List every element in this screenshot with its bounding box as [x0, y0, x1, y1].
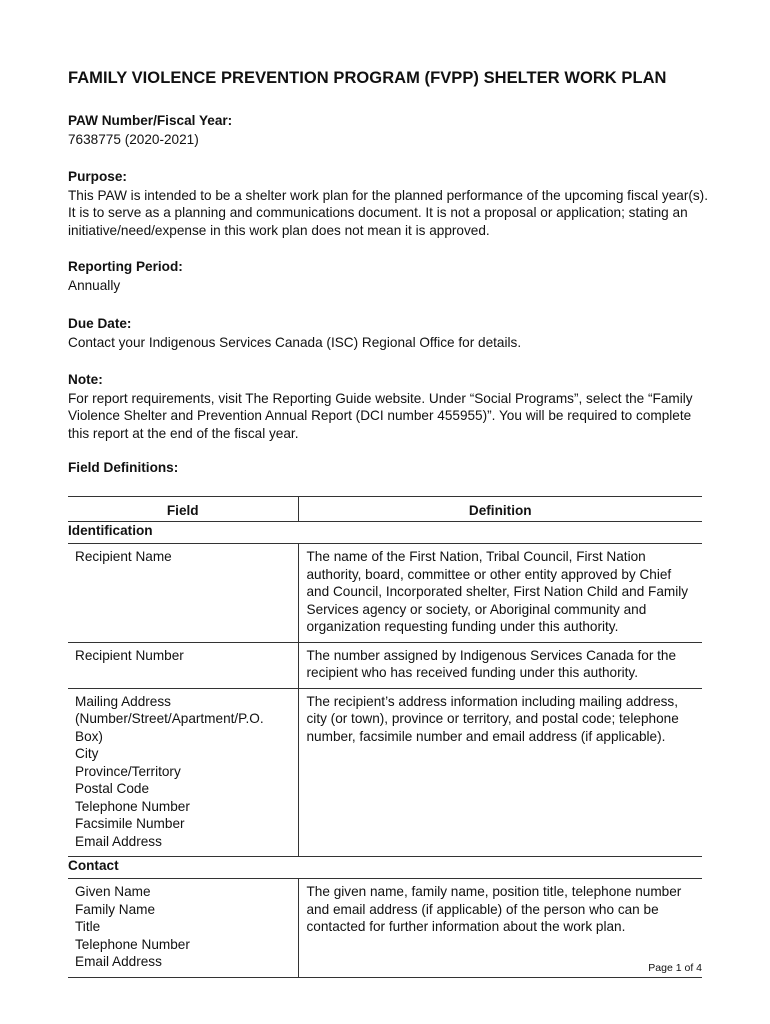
field-name: Telephone Number [75, 798, 190, 814]
definition-cell: The name of the First Nation, Tribal Council, First Nation authority, board, committee or other entity approved by Chief and Council, Incorporated shelter, First Nation Child and Family Services agency or society, or Aboriginal community and organization requesting funding under this authority. [298, 544, 702, 643]
definition-cell: The given name, family name, position title, telephone number and email address (if applicable) of the person who can be contacted for further information about the work plan. [298, 879, 702, 978]
table-row [68, 879, 702, 978]
group-label: Contact [68, 857, 702, 879]
field-cell [68, 642, 298, 688]
definition-cell: The number assigned by Indigenous Services Canada for the recipient who has received funding under this authority. [298, 642, 702, 688]
note-section [68, 371, 708, 442]
field-name: Email Address [75, 954, 162, 969]
purpose-label: Purpose: [68, 169, 127, 184]
table-header-row [68, 497, 702, 522]
reporting-label: Reporting Period: [68, 259, 183, 274]
field-cell [68, 879, 298, 978]
group-row-identification [68, 522, 702, 544]
reporting-value: Annually [68, 277, 121, 293]
paw-section [68, 112, 708, 148]
document-title: FAMILY VIOLENCE PREVENTION PROGRAM (FVPP) SHELTER WORK PLAN [68, 69, 667, 87]
definition-cell: The recipient’s address information including mailing address, city (or town), province or territory, and postal code; telephone number, facsimile number and email address (if applicable). [298, 688, 702, 857]
field-definitions-label: Field Definitions: [68, 460, 179, 475]
field-name: Facsimile Number [75, 816, 185, 831]
field-name: Recipient Number [75, 647, 184, 663]
field-name: Mailing Address (Number/Street/Apartment/P.O. Box) [75, 693, 264, 744]
field-name: Recipient Name [75, 549, 172, 564]
field-cell [68, 688, 298, 857]
field-definitions-table [68, 496, 702, 978]
purpose-text: This PAW is intended to be a shelter work plan for the planned performance of the upcoming fiscal year(s). It is to serve as a planning and communications document. It is not a proposal or application; stating an initiative/need/expense in this work plan does not mean it is approved. [68, 187, 708, 238]
header-definition: Definition [298, 497, 702, 522]
field-name: Family Name [75, 901, 156, 917]
purpose-section [68, 168, 708, 239]
due-date-value: Contact your Indigenous Services Canada (ISC) Regional Office for details. [68, 334, 522, 350]
due-date-label: Due Date: [68, 316, 132, 331]
group-row-contact [68, 857, 702, 879]
table-row [68, 642, 702, 688]
field-name: Email Address [75, 833, 162, 849]
note-text: For report requirements, visit The Reporting Guide website. Under “Social Programs”, select the “Family Violence Shelter and Prevention Annual Report (DCI number 455955)”. You will be required to complete this report at the end of the fiscal year. [68, 390, 693, 441]
field-name: Telephone Number [75, 936, 190, 952]
reporting-section [68, 258, 708, 294]
table-row [68, 688, 702, 857]
field-cell [68, 544, 298, 643]
field-name: Province/Territory [75, 763, 181, 779]
header-field: Field [68, 497, 298, 522]
field-name: Postal Code [75, 781, 150, 796]
page-number: Page 1 of 4 [648, 962, 702, 974]
paw-value: 7638775 (2020-2021) [68, 131, 199, 147]
paw-label: PAW Number/Fiscal Year: [68, 113, 233, 128]
table-row [68, 544, 702, 643]
due-date-section [68, 315, 708, 351]
field-name: Given Name [75, 884, 151, 899]
note-label: Note: [68, 372, 103, 387]
field-name: Title [75, 919, 101, 934]
group-label: Identification [68, 522, 702, 544]
field-name: City [75, 746, 99, 761]
